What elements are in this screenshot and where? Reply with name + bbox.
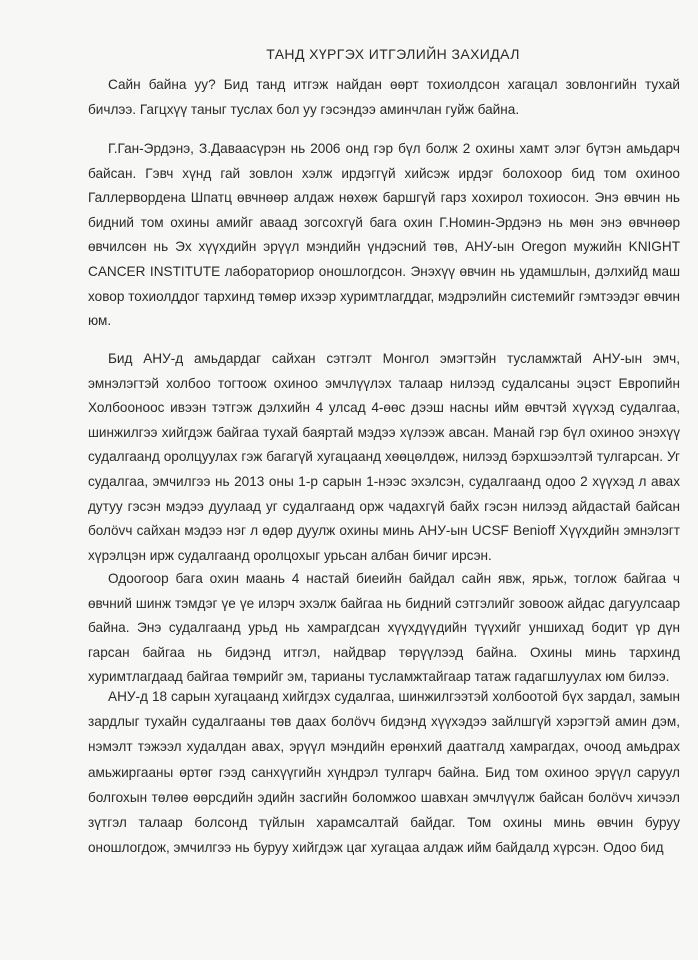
paragraph-research-study: Бид АНУ-д амьдардаг сайхан сэтгэлт Монгол эмэгтэйн тусламжтай АНУ-ын эмч, эмнэлэгтэй холбоо тогтоож охиноо эмчлүүлэх талаар нилээд судалсаны эцэст Европийн Холбоонoос ивээн тэтгэж дэлхийн 4 улсад 4-өөс дээш насны ийм өвчтэй хүүхэд судалгаа, шинжилгээ хийгдэж байгаа тухай баяртай мэдээ хүлээж авсан. Манай гэр бүл охиноо энэхүү судалгаанд оролцуулах гэж багагүй хугацаанд хөөцөлдөж, нилээд бэрхшээлтэй тулгарсан. Уг судалгаа, эмчилгээ нь 2013 оны 1-р сарын 1-нээс эхэлсэн, судалгаанд одоо 2 хүүхэд л авах дутуу гэсэн мэдээ дуулаад уг судалгаанд орж чадахгүй байх гэсэн нилээд айдастай байсан болövч сайхан мэдээ нэг л өдөр дуулж охины минь АНУ-ын UCSF Benioff Хүүхдийн эмнэлэгт хүрэлцэн ирж судалгаанд оролцохыг урьсан албан бичиг ирсэн. (88, 351, 680, 563)
paragraph-family-history: Г.Ган-Эрдэнэ, З.Даваасүрэн нь 2006 онд гэр бүл болж 2 охины хамт элэг бүтэн амьдарч байсан. Гэвч хүнд гай зовлон хэлж ирдэггүй хийсэж ирдэг болохоор бид том охиноо Галлервордена Шпатц өвчнөөр алдаж нөхөж баршгүй гарз хохирол тохиосон. Энэ өвчин нь бидний том охины амийг аваад зогсохгүй бага охин Г.Номин-Эрдэнэ нь мөн энэ өвчнөөр өвчилсөн нь Эх хүүхдийн эрүүл мэндийн үндэсний төв, АНУ-ын Oregon мужийн KNIGHT CANCER INSTITUTE лабораториор оношлогдсон. Энэхүү өвчин нь удамшлын, дэлхийд маш ховор тохиолддог тархинд төмөр ихээр хуримтлагддаг, мэдрэлийн системийг гэмтээдэг өвчин юм. (88, 141, 680, 329)
letter-title: ТАНД ХҮРГЭХ ИТГЭЛИЙН ЗАХИДАЛ (266, 46, 520, 62)
paragraph-financial-need: АНУ-д 18 сарын хугацаанд хийгдэх судалгаа, шинжилгээтэй холбоотой бүх зардал, замын зардлыг тухайн судалгааны төв даах болövч бидэнд хүүхэдээ зайлшгүй хэрэгтэй амин дэм, нэмэлт тэжээл худалдан авах, эрүүл мэндийн ерөнхий даатгалд хамрагдах, очоод амьдрах амьжиргааны өртөг гээд санхүүгийн хүндрэл тулгарч байна. Бид том охиноо эрүүл саруул болгохын төлөө өөрсдийн эдийн засгийн боломжоо шавхан эмчлүүлж байсан болövч хичээл зүтгэл талаар болсонд түйлын харамсалтай байдаг. Том охины минь өвчин буруу оношлогдож, эмчилгээ нь буруу хийгдэж цаг хугацаа алдаж ийм байдалд хүрсэн. Одоо бид (88, 689, 680, 856)
paragraph-current-condition: Одоогоор бага охин маань 4 настай биеийн байдал сайн явж, ярьж, тоглож байгаа ч өвчний шинж тэмдэг үе үе илэрч эхэлж байгаа нь бидний сэтгэлийг зовоож айдас дагуулсаар байна. Энэ судалгаанд урьд нь хамрагдсан хүүхдүүдийн түүхийг уншихад бодит үр дүн гарсан байгаа нь бидэнд итгэл, найдвар төрүүлээд байна. Охины минь тархинд хуримтлагдаад байгаа төмрийг эм, тарианы тусламжтайгаар татаж гадагшлуулах юм билээ. (88, 571, 680, 685)
paragraph-greeting: Сайн байна уу? Бид танд итгэж найдан өөрт тохиолдсон хагацал зовлонгийн тухай бичлээ. Гагцхүү таныг туслах бол уу гэсэндээ аминчлан гуйж байна. (88, 77, 680, 117)
